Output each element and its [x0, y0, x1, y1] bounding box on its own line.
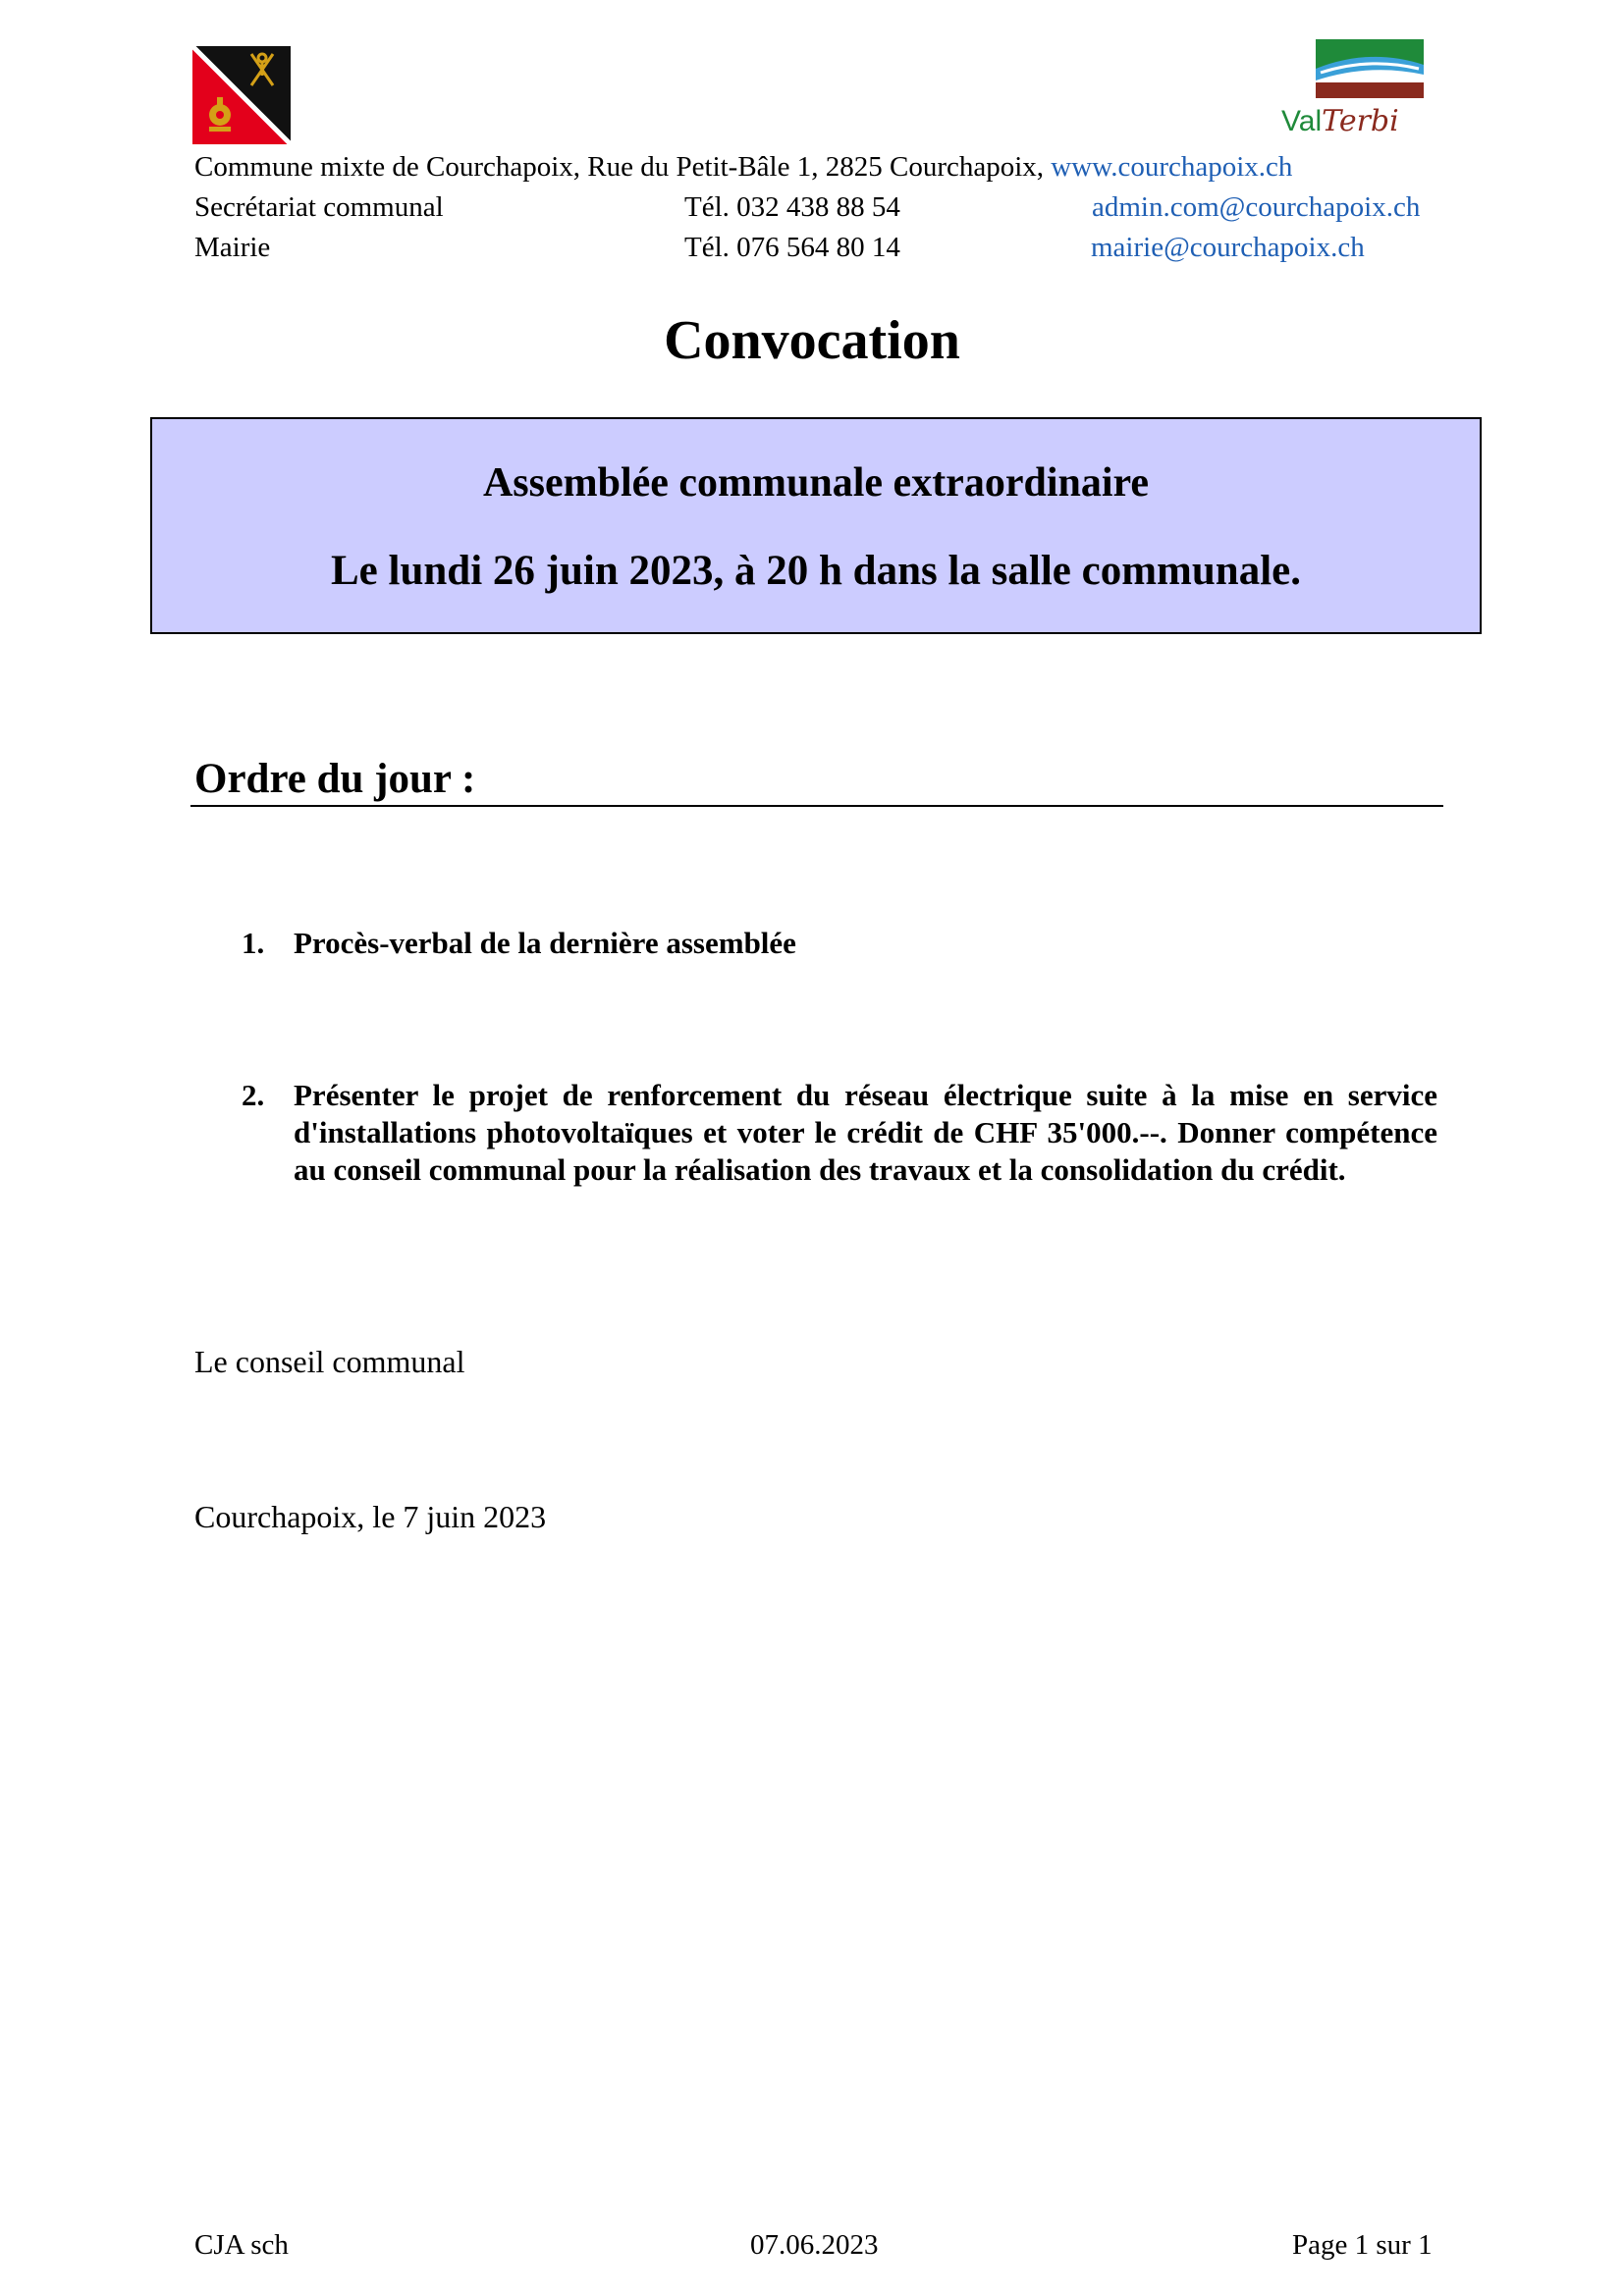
- agenda-item: [194, 925, 1437, 964]
- agenda-item-number: 1.: [242, 926, 265, 960]
- assembly-type: Assemblée communale extraordinaire: [482, 460, 1150, 506]
- place-date: Courchapoix, le 7 juin 2023: [194, 1499, 547, 1534]
- agenda-heading: Ordre du jour :: [194, 756, 476, 802]
- agenda-item: [194, 1077, 1437, 1234]
- secretariat-phone: Tél. 032 438 88 54: [684, 191, 900, 223]
- agenda-divider: [190, 805, 1443, 807]
- secretariat-label: Secrétariat communal: [194, 191, 444, 223]
- address-text: Commune mixte de Courchapoix, Rue du Petit-Bâle 1, 2825 Courchapoix,: [194, 151, 1052, 183]
- footer-date: 07.06.2023: [750, 2229, 879, 2261]
- assembly-date-location: Le lundi 26 juin 2023, à 20 h dans la salle communale.: [331, 548, 1301, 594]
- val-terbi-logo: [1281, 39, 1438, 142]
- courchapoix-coat-of-arms: [192, 46, 291, 144]
- agenda-item-text: Procès-verbal de la dernière assemblée: [294, 926, 796, 960]
- signature: Le conseil communal: [194, 1344, 465, 1379]
- val-terbi-logo-val: Val: [1281, 105, 1323, 137]
- secretariat-email-link[interactable]: admin.com@courchapoix.ch: [1092, 191, 1421, 223]
- website-link[interactable]: www.courchapoix.ch: [1051, 151, 1293, 183]
- assembly-banner: [150, 417, 1482, 634]
- address-line: [194, 147, 1292, 187]
- val-terbi-emblem: [1316, 39, 1424, 100]
- page-title: Convocation: [664, 310, 960, 371]
- mairie-email-link[interactable]: mairie@courchapoix.ch: [1091, 232, 1365, 263]
- footer-page-number: Page 1 sur 1: [1292, 2229, 1433, 2261]
- val-terbi-logo-terbi: Terbi: [1322, 104, 1399, 138]
- val-terbi-wordmark: [1281, 104, 1399, 138]
- footer-author: CJA sch: [194, 2229, 289, 2261]
- agenda-item-number: 2.: [242, 1078, 265, 1112]
- mairie-label: Mairie: [194, 232, 271, 263]
- mairie-phone: Tél. 076 564 80 14: [684, 232, 900, 263]
- agenda-item-text: Présenter le projet de renforcement du réseau électrique suite à la mise en service d'installations photovoltaïques et voter le crédit de CHF 35'000.--. Donner compétence au conseil communal pour la réalisation des travaux et la consolidation du crédit.: [294, 1078, 1437, 1187]
